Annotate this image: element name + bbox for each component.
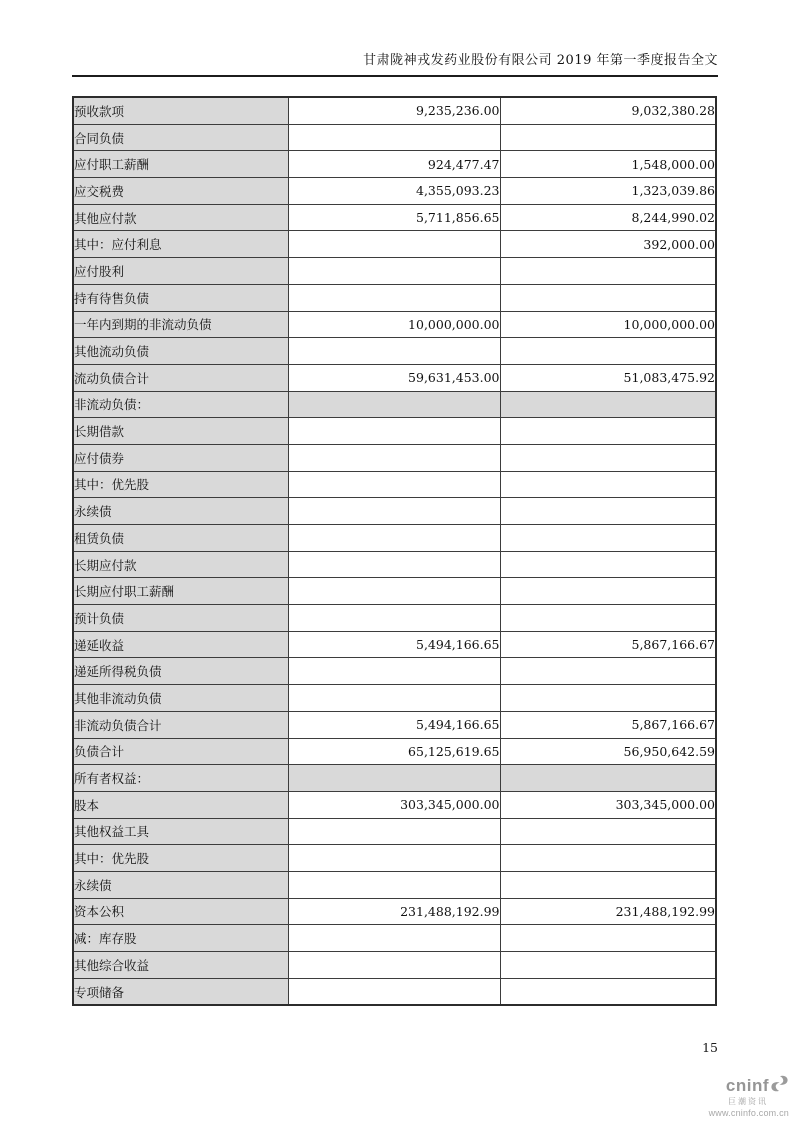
row-value-prior-cell xyxy=(500,444,716,471)
row-value-prior-cell: 10,000,000.00 xyxy=(500,311,716,338)
row-value-prior-cell xyxy=(500,578,716,605)
table-row xyxy=(73,364,716,391)
row-value-prior-cell xyxy=(500,124,716,151)
row-value-current-cell xyxy=(288,765,500,792)
row-value-current-cell xyxy=(288,845,500,872)
row-value-current-cell xyxy=(288,471,500,498)
row-label-cell: 其他流动负债 xyxy=(73,338,288,365)
row-value-prior-cell: 392,000.00 xyxy=(500,231,716,258)
row-value-current-cell: 924,477.47 xyxy=(288,151,500,178)
row-value-prior-cell xyxy=(500,418,716,445)
table-row xyxy=(73,978,716,1005)
row-label-cell: 应付股利 xyxy=(73,258,288,285)
row-value-current-cell xyxy=(288,124,500,151)
row-label-cell: 流动负债合计 xyxy=(73,364,288,391)
row-label-cell: 长期应付款 xyxy=(73,551,288,578)
table-row xyxy=(73,498,716,525)
row-value-prior-cell: 5,867,166.67 xyxy=(500,631,716,658)
table-row xyxy=(73,124,716,151)
row-value-prior-cell xyxy=(500,284,716,311)
table-row xyxy=(73,338,716,365)
row-value-prior-cell xyxy=(500,525,716,552)
row-label-cell: 非流动负债： xyxy=(73,391,288,418)
row-value-current-cell xyxy=(288,284,500,311)
row-value-prior-cell xyxy=(500,765,716,792)
row-label-cell: 非流动负债合计 xyxy=(73,711,288,738)
row-value-current-cell xyxy=(288,871,500,898)
row-label-cell: 预收款项 xyxy=(73,97,288,124)
row-label-cell: 其他综合收益 xyxy=(73,952,288,979)
row-value-current-cell xyxy=(288,685,500,712)
row-label-cell: 其他非流动负债 xyxy=(73,685,288,712)
row-value-prior-cell: 303,345,000.00 xyxy=(500,791,716,818)
table-row xyxy=(73,845,716,872)
row-value-current-cell xyxy=(288,578,500,605)
row-value-current-cell: 59,631,453.00 xyxy=(288,364,500,391)
page-number: 15 xyxy=(702,1040,718,1055)
row-value-prior-cell xyxy=(500,338,716,365)
row-label-cell: 资本公积 xyxy=(73,898,288,925)
row-value-current-cell xyxy=(288,605,500,632)
row-value-prior-cell: 56,950,642.59 xyxy=(500,738,716,765)
row-label-cell: 其中：优先股 xyxy=(73,471,288,498)
row-value-prior-cell: 51,083,475.92 xyxy=(500,364,716,391)
table-row xyxy=(73,258,716,285)
row-label-cell: 一年内到期的非流动负债 xyxy=(73,311,288,338)
table-row xyxy=(73,925,716,952)
row-value-prior-cell xyxy=(500,871,716,898)
table-row xyxy=(73,204,716,231)
row-value-prior-cell xyxy=(500,498,716,525)
row-value-prior-cell xyxy=(500,391,716,418)
row-value-current-cell: 4,355,093.23 xyxy=(288,178,500,205)
row-value-current-cell xyxy=(288,551,500,578)
row-label-cell: 租赁负债 xyxy=(73,525,288,552)
table-row xyxy=(73,871,716,898)
table-row xyxy=(73,418,716,445)
row-label-cell: 其他权益工具 xyxy=(73,818,288,845)
table-row xyxy=(73,391,716,418)
row-value-prior-cell: 9,032,380.28 xyxy=(500,97,716,124)
row-label-cell: 负债合计 xyxy=(73,738,288,765)
table-row xyxy=(73,231,716,258)
row-label-cell: 减：库存股 xyxy=(73,925,288,952)
table-row xyxy=(73,311,716,338)
row-value-current-cell: 5,494,166.65 xyxy=(288,711,500,738)
row-label-cell: 持有待售负债 xyxy=(73,284,288,311)
row-value-current-cell xyxy=(288,818,500,845)
row-label-cell: 应交税费 xyxy=(73,178,288,205)
row-value-prior-cell xyxy=(500,658,716,685)
row-value-current-cell xyxy=(288,231,500,258)
table-row xyxy=(73,97,716,124)
table-row xyxy=(73,898,716,925)
row-label-cell: 长期借款 xyxy=(73,418,288,445)
row-label-cell: 递延收益 xyxy=(73,631,288,658)
balance-sheet-body xyxy=(73,97,716,1005)
row-value-current-cell xyxy=(288,258,500,285)
row-value-current-cell xyxy=(288,418,500,445)
row-label-cell: 永续债 xyxy=(73,498,288,525)
row-value-prior-cell xyxy=(500,952,716,979)
row-label-cell: 合同负债 xyxy=(73,124,288,151)
table-row xyxy=(73,658,716,685)
row-value-current-cell xyxy=(288,444,500,471)
row-value-prior-cell: 231,488,192.99 xyxy=(500,898,716,925)
table-row xyxy=(73,471,716,498)
row-label-cell: 其中：应付利息 xyxy=(73,231,288,258)
logo-url: www.cninfo.com.cn xyxy=(708,1108,789,1118)
table-row xyxy=(73,631,716,658)
table-row xyxy=(73,711,716,738)
row-label-cell: 递延所得税负债 xyxy=(73,658,288,685)
row-label-cell: 专项储备 xyxy=(73,978,288,1005)
row-value-prior-cell xyxy=(500,258,716,285)
balance-sheet-table xyxy=(72,96,717,1006)
row-value-prior-cell xyxy=(500,471,716,498)
table-row xyxy=(73,578,716,605)
table-row xyxy=(73,551,716,578)
row-value-current-cell xyxy=(288,391,500,418)
row-value-current-cell xyxy=(288,525,500,552)
row-value-current-cell xyxy=(288,925,500,952)
table-row xyxy=(73,791,716,818)
cninfo-logo xyxy=(699,1075,789,1118)
table-row xyxy=(73,818,716,845)
row-value-prior-cell xyxy=(500,818,716,845)
row-label-cell: 应付债券 xyxy=(73,444,288,471)
row-value-prior-cell: 8,244,990.02 xyxy=(500,204,716,231)
row-value-current-cell xyxy=(288,658,500,685)
row-value-current-cell xyxy=(288,338,500,365)
table-row xyxy=(73,605,716,632)
row-value-prior-cell: 1,548,000.00 xyxy=(500,151,716,178)
row-value-current-cell: 303,345,000.00 xyxy=(288,791,500,818)
row-label-cell: 应付职工薪酬 xyxy=(73,151,288,178)
row-value-current-cell: 5,711,856.65 xyxy=(288,204,500,231)
row-value-current-cell xyxy=(288,498,500,525)
table-row xyxy=(73,444,716,471)
row-label-cell: 所有者权益： xyxy=(73,765,288,792)
swirl-icon xyxy=(770,1075,789,1096)
row-value-current-cell: 9,235,236.00 xyxy=(288,97,500,124)
row-value-current-cell: 10,000,000.00 xyxy=(288,311,500,338)
report-header-title: 甘肃陇神戎发药业股份有限公司 2019 年第一季度报告全文 xyxy=(72,49,718,77)
row-label-cell: 预计负债 xyxy=(73,605,288,632)
row-label-cell: 其他应付款 xyxy=(73,204,288,231)
row-value-current-cell: 65,125,619.65 xyxy=(288,738,500,765)
row-value-prior-cell xyxy=(500,551,716,578)
row-value-current-cell xyxy=(288,952,500,979)
table-row xyxy=(73,685,716,712)
row-value-prior-cell: 5,867,166.67 xyxy=(500,711,716,738)
row-label-cell: 股本 xyxy=(73,791,288,818)
row-value-current-cell xyxy=(288,978,500,1005)
table-row xyxy=(73,738,716,765)
table-row xyxy=(73,525,716,552)
row-value-prior-cell xyxy=(500,845,716,872)
row-value-prior-cell: 1,323,039.86 xyxy=(500,178,716,205)
row-value-prior-cell xyxy=(500,978,716,1005)
row-value-prior-cell xyxy=(500,685,716,712)
row-label-cell: 永续债 xyxy=(73,871,288,898)
table-row xyxy=(73,178,716,205)
row-label-cell: 其中：优先股 xyxy=(73,845,288,872)
table-row xyxy=(73,284,716,311)
table-row xyxy=(73,151,716,178)
row-value-prior-cell xyxy=(500,605,716,632)
row-label-cell: 长期应付职工薪酬 xyxy=(73,578,288,605)
logo-brand-text: cninf xyxy=(725,1076,769,1095)
row-value-current-cell: 231,488,192.99 xyxy=(288,898,500,925)
table-row xyxy=(73,952,716,979)
logo-top-row xyxy=(699,1075,789,1096)
table-row xyxy=(73,765,716,792)
logo-subtitle: 巨潮资讯 xyxy=(728,1097,768,1106)
row-value-prior-cell xyxy=(500,925,716,952)
row-value-current-cell: 5,494,166.65 xyxy=(288,631,500,658)
